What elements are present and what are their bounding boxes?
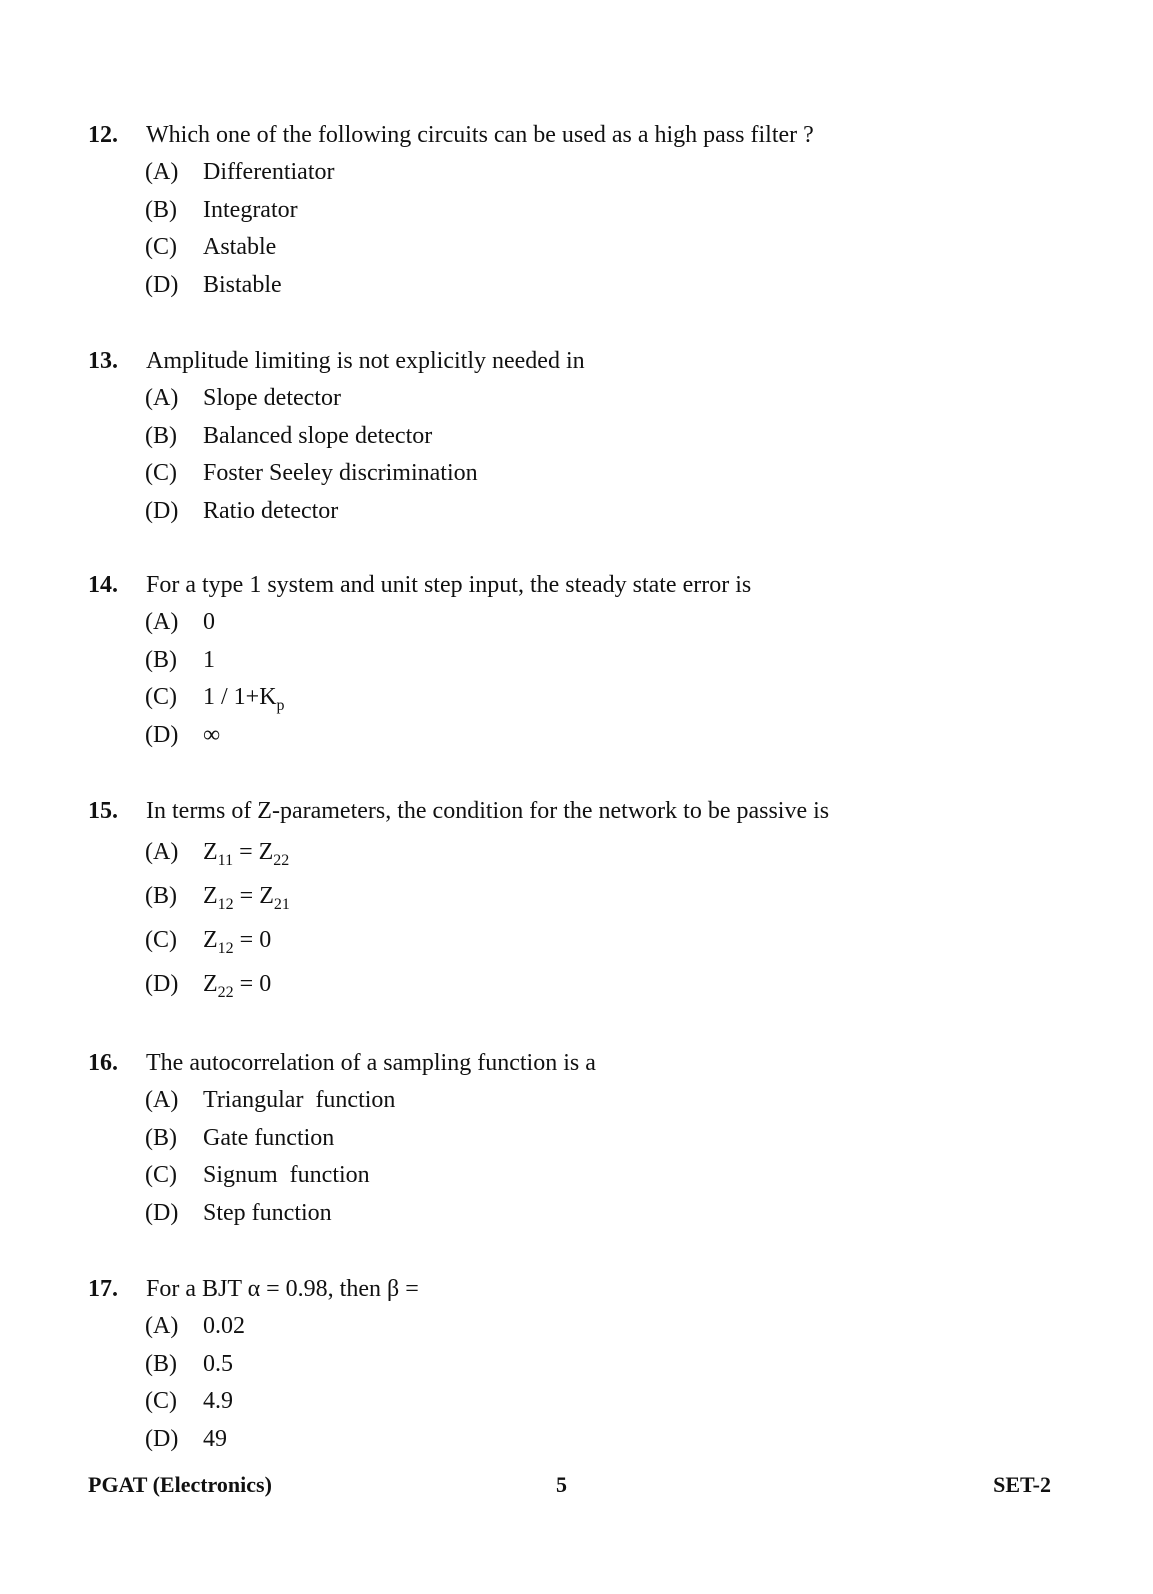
question-15: [88, 792, 1088, 1006]
question-text: The autocorrelation of a sampling function is a: [146, 1050, 596, 1076]
question-text: Which one of the following circuits can be used as a high pass filter ?: [146, 122, 814, 148]
formula-lhs-subscript: 12: [217, 896, 234, 913]
formula-rhs: 0: [259, 971, 272, 997]
option-c: [88, 455, 1088, 493]
option-text: 0.5: [203, 1350, 233, 1377]
option-a: [88, 154, 1088, 192]
formula-main: 1 / 1+K: [203, 684, 277, 710]
option-text: 49: [203, 1425, 227, 1452]
option-c: [88, 1157, 1088, 1195]
question-12: [88, 116, 1088, 304]
option-letter: (B): [145, 196, 177, 223]
formula-operator: =: [233, 839, 259, 865]
option-letter: (B): [145, 646, 177, 673]
option-text: Slope detector: [203, 385, 341, 411]
option-formula: [203, 918, 271, 962]
option-letter: (B): [145, 883, 177, 909]
option-letter: (A): [145, 385, 179, 411]
option-text: Astable: [203, 234, 277, 260]
formula-rhs-subscript: 21: [273, 896, 290, 913]
option-d: [88, 493, 1088, 531]
option-letter: (B): [145, 1350, 177, 1377]
option-text: Bistable: [203, 271, 282, 298]
option-b: [88, 1120, 1088, 1158]
option-b: [88, 642, 1088, 680]
option-text: 1: [203, 646, 215, 673]
option-letter: (C): [145, 1388, 177, 1414]
formula-operator: =: [233, 927, 260, 953]
option-d: [88, 717, 1088, 755]
formula-lhs-subscript: 22: [217, 984, 234, 1001]
question-stem: [88, 1270, 1088, 1308]
question-stem: [88, 1044, 1088, 1082]
formula-lhs: Z: [203, 839, 218, 865]
formula-rhs-subscript: 22: [273, 852, 290, 869]
option-b: [88, 192, 1088, 230]
formula-operator: =: [233, 971, 260, 997]
question-number: 15.: [88, 798, 118, 824]
option-a: [88, 380, 1088, 418]
formula-rhs: Z: [259, 883, 274, 909]
option-letter: (D): [145, 271, 179, 298]
option-letter: (D): [145, 721, 179, 748]
option-c: [88, 918, 1088, 962]
option-text: Ratio detector: [203, 497, 339, 524]
option-text: Integrator: [203, 196, 298, 223]
question-number: 12.: [88, 122, 118, 148]
option-letter: (C): [145, 460, 177, 486]
question-stem: [88, 116, 1088, 154]
question-stem: [88, 342, 1088, 380]
formula-lhs-subscript: 11: [217, 852, 234, 869]
option-letter: (D): [145, 1199, 179, 1226]
question-text: In terms of Z-parameters, the condition for the network to be passive is: [146, 798, 830, 824]
question-number: 14.: [88, 572, 118, 598]
option-text: 4.9: [203, 1388, 233, 1414]
option-letter: (D): [145, 971, 179, 997]
option-letter: (A): [145, 159, 179, 185]
option-text: Step function: [203, 1199, 332, 1226]
option-letter: (C): [145, 234, 177, 260]
question-stem: [88, 792, 1088, 830]
question-text: For a BJT α = 0.98, then β =: [146, 1276, 419, 1302]
option-b: [88, 1346, 1088, 1384]
question-14: [88, 566, 1088, 754]
footer-subject: PGAT (Electronics): [88, 1472, 272, 1497]
option-c: [88, 1383, 1088, 1421]
option-b: [88, 418, 1088, 456]
formula-lhs-subscript: 12: [217, 940, 234, 957]
option-formula: [203, 679, 285, 717]
option-text: ∞: [203, 721, 221, 748]
option-d: [88, 1195, 1088, 1233]
option-text: 0: [203, 609, 215, 635]
option-letter: (A): [145, 1313, 179, 1339]
option-letter: (A): [145, 609, 179, 635]
formula-subscript: p: [276, 697, 285, 714]
option-letter: (D): [145, 497, 179, 524]
option-formula: [203, 874, 290, 918]
option-text: Signum function: [203, 1162, 370, 1188]
question-17: [88, 1270, 1088, 1458]
formula-rhs: Z: [258, 839, 274, 865]
question-text: Amplitude limiting is not explicitly needed in: [146, 348, 585, 374]
option-a: [88, 1082, 1088, 1120]
option-text: Triangular function: [203, 1087, 396, 1113]
formula-operator: =: [233, 883, 260, 909]
page-number: 5: [556, 1472, 567, 1497]
question-stem: [88, 566, 1088, 604]
option-c: [88, 679, 1088, 717]
formula-lhs: Z: [203, 883, 218, 909]
formula-lhs: Z: [203, 927, 218, 953]
option-letter: (A): [145, 1087, 179, 1113]
option-text: Foster Seeley discrimination: [203, 460, 478, 486]
option-c: [88, 229, 1088, 267]
option-a: [88, 604, 1088, 642]
question-13: [88, 342, 1088, 530]
option-letter: (C): [145, 927, 177, 953]
option-d: [88, 1421, 1088, 1459]
option-a: [88, 1308, 1088, 1346]
option-letter: (A): [145, 839, 179, 865]
question-text: For a type 1 system and unit step input, the steady state error is: [146, 572, 752, 598]
option-text: 0.02: [203, 1313, 245, 1339]
option-letter: (B): [145, 1124, 177, 1151]
option-a: [88, 830, 1088, 874]
option-text: Gate function: [203, 1124, 335, 1151]
question-number: 13.: [88, 348, 118, 374]
option-letter: (D): [145, 1425, 179, 1452]
question-number: 16.: [88, 1050, 118, 1076]
option-letter: (B): [145, 422, 177, 449]
option-b: [88, 874, 1088, 918]
option-text: Balanced slope detector: [203, 422, 433, 449]
option-letter: (C): [145, 1162, 177, 1188]
question-16: [88, 1044, 1088, 1232]
option-letter: (C): [145, 684, 177, 710]
option-d: [88, 267, 1088, 305]
option-d: [88, 962, 1088, 1006]
option-formula: [203, 962, 271, 1006]
formula-lhs: Z: [203, 971, 218, 997]
option-text: Differentiator: [203, 159, 335, 185]
option-formula: [203, 830, 289, 874]
question-number: 17.: [88, 1276, 118, 1302]
footer-set-code: SET-2: [993, 1472, 1051, 1497]
formula-rhs: 0: [259, 927, 272, 953]
